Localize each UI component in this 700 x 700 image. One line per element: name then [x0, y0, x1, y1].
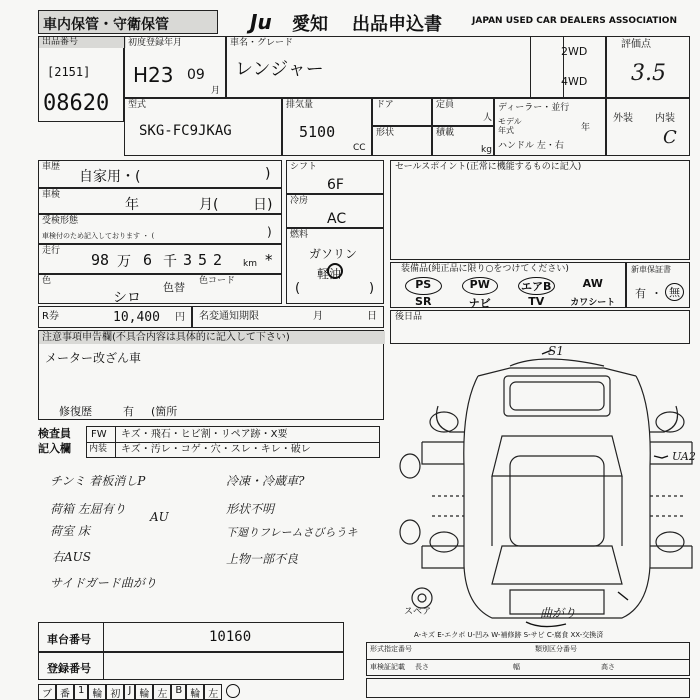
width-label: 幅 — [513, 663, 520, 671]
lot-box — [38, 36, 124, 122]
shift-label: シフト — [290, 162, 318, 172]
chassis-divider — [103, 623, 104, 651]
bottom-item-9: 輪 — [186, 684, 204, 700]
shift-box — [286, 160, 384, 194]
model-value: SKG-FC9JKAG — [139, 123, 232, 139]
recycle-box — [38, 306, 192, 328]
car-wheels — [400, 412, 684, 552]
association-name: JAPAN USED CAR DEALERS ASSOCIATION — [472, 16, 677, 26]
capacity-unit: 人 — [483, 113, 493, 123]
bottom-item-0: ブ — [38, 684, 56, 700]
fuel-label: 燃料 — [290, 230, 309, 240]
mileage-label: 走行 — [42, 246, 61, 256]
deadline-box — [192, 306, 384, 328]
vehicle-spec-footer — [366, 642, 690, 676]
hw-au: AU — [150, 510, 169, 524]
recycle-unit: 円 — [175, 312, 185, 323]
hw-left-3: 荷室 床 — [50, 524, 90, 538]
reg-label: 車検証記載 — [370, 663, 405, 671]
org-name: 愛知 — [292, 14, 328, 35]
car-name-label: 車名・グレード — [230, 38, 294, 48]
model-year-label: モデル年式 — [498, 117, 522, 135]
storage-label: 車内保管・守衛保管 — [43, 17, 169, 33]
notes-text: メーター改ざん車 — [45, 351, 142, 365]
bottom-item-7: 左 — [153, 684, 171, 700]
equipment-aw: AW — [582, 277, 603, 290]
dealer-label: ディーラー・並行 — [498, 103, 570, 113]
diagram-top-mark: S1 — [548, 344, 564, 358]
bottom-item-6: 輪 — [135, 684, 153, 700]
fw-items: キズ・飛石・ヒビ割・リペア跡・X要 — [121, 429, 288, 440]
hw-left-5: サイドガード曲がり — [50, 576, 157, 590]
fuel-bracket-right: ) — [369, 281, 375, 296]
type-label: 形式指定番号 — [370, 645, 412, 653]
lot-number: 08620 — [43, 91, 110, 116]
displacement-value: 5100 — [299, 123, 336, 141]
history-box — [38, 160, 282, 188]
equipment-grid — [395, 277, 621, 310]
mileage-box — [38, 244, 282, 274]
spec-footer-line — [367, 659, 689, 660]
bottom-item-4: 初 — [106, 684, 124, 700]
damage-legend: A-キズ E-エクボ U-凹み W-補修跡 S-サビ C-腐食 XX-交換済 — [414, 631, 604, 639]
inspector-label-wrap — [38, 426, 84, 456]
drive-box — [530, 36, 606, 98]
load-unit: kg — [481, 145, 492, 155]
inspection-year: 年 — [125, 197, 139, 213]
deadline-label: 名変通知期限 — [199, 311, 259, 322]
fuel-circle-mark — [327, 263, 343, 279]
equipment-box — [390, 262, 626, 308]
deadline-day: 日 — [367, 311, 377, 322]
equipment-label: 装備品(純正品に限り○をつけてください) — [401, 264, 569, 274]
sales-point-box — [390, 160, 690, 260]
drive-4wd: 4WD — [561, 75, 588, 88]
mileage-man-unit: 万 — [117, 254, 131, 270]
fuel-value: ガソリン — [309, 247, 358, 261]
bottom-circle — [226, 684, 240, 698]
color-value: シロ — [113, 290, 141, 306]
inspection-day: 日) — [253, 197, 273, 213]
lot-bracket: [2151] — [47, 65, 91, 79]
registration-month: 09 — [187, 67, 205, 83]
color-label: 色 — [42, 276, 52, 286]
recycle-value: 10,400 — [113, 310, 160, 325]
format-box — [38, 214, 282, 244]
equipment-navi: ナビ — [468, 297, 491, 310]
repair-value: 有 — [123, 405, 134, 418]
fuel-diesel: 軽油 — [317, 267, 342, 281]
after-fit-label: 後日品 — [395, 312, 423, 322]
hw-left-1: チンミ 着板消しP — [50, 474, 146, 488]
interior-value: C — [663, 127, 677, 148]
hw-right-3: 下廻りフレームさびらうキ — [226, 526, 358, 539]
color-code-label: 色コード — [199, 276, 236, 286]
inspector-row-line — [87, 442, 379, 443]
load-label: 積載 — [436, 128, 455, 138]
handle-label: ハンドル 左・右 — [498, 141, 564, 151]
bottom-item-8: B — [171, 684, 186, 700]
warranty-yes: 有 — [635, 287, 646, 300]
load-box — [432, 126, 494, 156]
cc-unit: CC — [353, 143, 366, 153]
fw-label: FW — [91, 429, 107, 440]
mileage-sen-unit: 千 — [163, 254, 177, 270]
format-note: 車検付のため記入しております ・ ( — [42, 232, 155, 240]
warranty-box — [626, 262, 690, 308]
bottom-item-3: 輪 — [88, 684, 106, 700]
diagram-side-mark: UA2 — [672, 450, 696, 463]
door-label: ドア — [376, 100, 394, 110]
bottom-item-1: 番 — [56, 684, 74, 700]
warranty-label: 新車保証書 — [631, 265, 671, 274]
notes-label: 注意事項申告欄(不具合内容は具体的に記入して下さい) — [39, 331, 385, 344]
equipment-pw: PW — [462, 277, 499, 295]
chassis-label: 車台番号 — [47, 633, 91, 646]
length-label: 長さ — [415, 663, 429, 671]
capacity-label: 定員 — [436, 100, 455, 110]
interior-label: 内装 — [655, 113, 675, 124]
shift-value: 6F — [327, 177, 344, 193]
history-label: 車歴 — [42, 162, 61, 172]
shape-box — [372, 126, 432, 156]
equipment-leather-seat: カワシート — [570, 298, 616, 308]
height-label: 高さ — [601, 663, 615, 671]
bottom-right-box — [366, 678, 690, 698]
mileage-unit: km — [243, 259, 257, 269]
drive-2wd: 2WD — [561, 45, 588, 58]
format-close: ) — [267, 225, 272, 239]
repair-label: 修復歴 — [59, 405, 92, 418]
hw-right-1: 冷凍・冷蔵車? — [226, 474, 305, 488]
ju-logo — [250, 10, 290, 32]
color-box — [38, 274, 282, 304]
registration-box — [124, 36, 226, 98]
inspection-box — [38, 188, 282, 214]
bottom-check-row — [38, 684, 344, 700]
deadline-month: 月 — [313, 311, 323, 322]
displacement-box — [282, 98, 372, 156]
fuel-bracket-left: ( — [295, 281, 301, 296]
ac-label: 冷房 — [290, 196, 309, 206]
recycle-label: R券 — [42, 311, 59, 322]
bottom-item-5: J — [124, 684, 135, 700]
interior-check-label: 内装 — [89, 444, 108, 454]
mileage-sen: 6 — [143, 251, 153, 269]
grade-score: 3.5 — [631, 61, 666, 86]
sales-point-label: セールスポイント(正常に機能するものに記入) — [395, 162, 582, 172]
exterior-label: 外装 — [613, 113, 633, 124]
inspector-grid — [86, 426, 380, 458]
reg-no-box — [38, 652, 344, 680]
warranty-dot: ・ — [651, 287, 662, 300]
spare-label: スペア — [404, 607, 432, 617]
equipment-ps: PS — [405, 277, 442, 295]
capacity-box — [432, 98, 494, 126]
inspector-col-line — [115, 427, 116, 457]
reg-no-divider — [103, 653, 104, 679]
grade-box — [606, 36, 690, 98]
model-box — [124, 98, 282, 156]
lot-label: 出品番号 — [39, 37, 126, 48]
warranty-no: 無 — [665, 283, 684, 301]
model-year-unit: 年 — [581, 123, 591, 133]
displacement-label: 排気量 — [286, 100, 314, 110]
mileage-rest: 352 — [183, 251, 229, 269]
inspection-label: 車検 — [42, 190, 61, 200]
hw-left-4: 右AUS — [52, 550, 92, 564]
car-damage-diagram — [392, 346, 698, 636]
car-outline — [422, 359, 692, 618]
registration-month-unit: 月 — [211, 86, 221, 96]
inspection-month: 月( — [199, 197, 219, 213]
repair-part: (箇所 — [151, 405, 178, 418]
notes-box — [38, 330, 384, 420]
ac-box — [286, 194, 384, 228]
mileage-star: * — [265, 251, 273, 269]
interior-check-items: キズ・汚レ・コゲ・穴・スレ・キレ・破レ — [121, 444, 311, 455]
ac-value: AC — [327, 211, 347, 227]
bottom-item-2: 1 — [74, 684, 88, 700]
equipment-tv: TV — [528, 295, 545, 308]
registration-label: 初度登録年月 — [128, 38, 183, 48]
hw-right-4: 上物一部不良 — [226, 552, 299, 566]
registration-era: H23 — [133, 63, 174, 87]
equipment-sr: SR — [415, 295, 432, 308]
shape-label: 形状 — [376, 128, 395, 138]
dealer-box — [494, 98, 606, 156]
mileage-man: 98 — [91, 251, 110, 269]
chassis-box — [38, 622, 344, 652]
color-change-label: 色替 — [163, 281, 185, 294]
history-value: 自家用・( — [79, 169, 141, 185]
reg-no-label: 登録番号 — [47, 662, 91, 675]
after-fit-box — [390, 310, 690, 344]
model-label: 型式 — [128, 100, 147, 110]
form-title: 出品申込書 — [352, 14, 442, 35]
fuel-box — [286, 228, 384, 304]
hw-right-2: 形状不明 — [226, 502, 275, 516]
hw-left-2: 荷箱 左屈有り — [50, 502, 126, 516]
history-close: ) — [265, 166, 271, 182]
logo-text: Ju — [250, 10, 272, 34]
door-box — [372, 98, 432, 126]
car-name: レンジャー — [235, 59, 324, 80]
inspector-label: 検査員記入欄 — [38, 427, 71, 455]
exterior-interior-box — [606, 98, 690, 156]
diagram-bottom-note: 曲がり — [540, 606, 577, 620]
car-name-box — [226, 36, 564, 98]
equipment-airbag: エアB — [518, 277, 555, 295]
format-label: 受検形態 — [42, 216, 79, 226]
storage-label-box — [38, 10, 218, 34]
grade-label: 評価点 — [621, 39, 651, 50]
chassis-value: 10160 — [209, 629, 252, 645]
class-label: 類別区分番号 — [535, 645, 577, 653]
bottom-item-10: 左 — [204, 684, 222, 700]
